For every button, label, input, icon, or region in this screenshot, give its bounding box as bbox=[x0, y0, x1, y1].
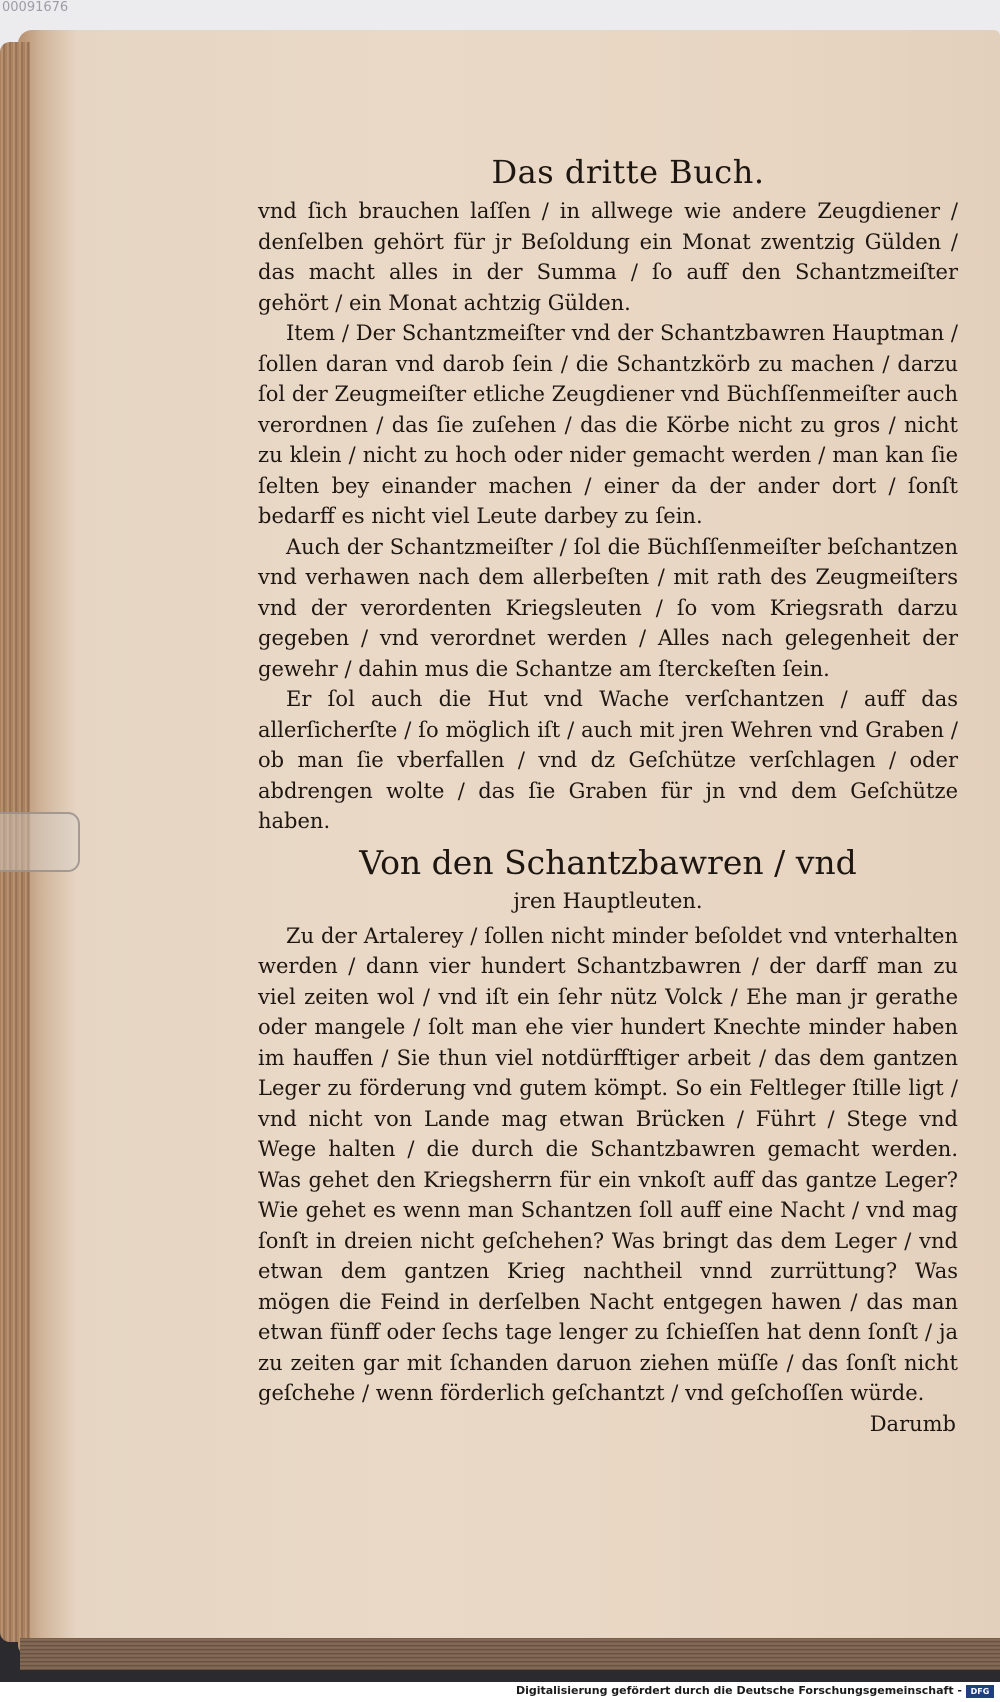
catchword: Darumb bbox=[869, 1411, 956, 1436]
page-clip bbox=[0, 812, 80, 872]
section-heading: Von den Schantzbawren / vnd bbox=[359, 842, 857, 882]
paragraph-1: vnd ſich brauchen laſſen / in allwege wie andere Zeugdiener / denſelben gehört für jr Beſoldung ein Monat zwentzig Gülden / das macht alles in der Summa / ſo auff den Schantzmeiſter gehört / ein Monat achtzig Gülden. bbox=[258, 199, 958, 315]
section-subheading: jren Hauptleuten. bbox=[513, 888, 703, 913]
dfg-logo-icon: DFG bbox=[966, 1685, 994, 1698]
paragraph-4: Er ſol auch die Hut vnd Wache verſchantzen / auff das allerſicherſte / ſo möglich iſt / auch mit jren Wehren vnd Graben / ob man ſie vberfallen / vnd dz Geſchütze verſchlagen / oder abdrengen wolte / das ſie Graben für jn vnd dem Geſchütze haben. bbox=[258, 687, 958, 833]
footer-credit: Digitalisierung gefördert durch die Deutsche Forschungsgemeinschaft - bbox=[515, 1684, 962, 1697]
page-text bbox=[258, 152, 958, 1439]
paragraph-5: Zu der Artalerey / ſollen nicht minder beſoldet vnd vnterhalten werden / dann vier hundert Schantzbawren / der darff man zu viel zeiten wol / vnd iſt ein ſehr nütz Volck / Ehe man jr gerathe oder mangele / ſolt man ehe vier hundert Knechte minder haben im hauffen / Sie thun viel notdürfftiger arbeit / das dem gantzen Leger zu förderung vnd gutem kömpt. So ein Feltleger ſtille ligt / vnd nicht von Lande mag etwan Brücken / Führt / Stege vnd Wege halten / die durch die Schantzbawren gemacht werden. Was gehet den Kriegsherrn für ein vnkoſt auff das gantze Leger? Wie gehet es wenn man Schantzen ſoll auff eine Nacht / vnd mag ſonſt in dreien nicht geſchehen? Was bringt das dem Leger / vnd etwan dem gantzen Krieg nachtheil vnnd zurrüttung? Was mögen die Feind in derſelben Nacht entgegen hawen / das man etwan fünff oder ſechs tage lenger zu ſchieſſen hat denn ſonſt / ja zu zeiten gar mit ſchanden daruon ziehen müſſe / das ſonſt nicht geſchehe / wenn förderlich geſchantzt / vnd geſchoſſen würde. bbox=[258, 923, 958, 1405]
paragraph-3: Auch der Schantzmeiſter / ſol die Büchſſenmeiſter beſchantzen vnd verhawen nach dem allerbeſten / mit rath des Zeugmeiſters vnd der verordenten Kriegsleuten / ſo vom Kriegsrath darzu gegeben / vnd verordnet werden / Alles nach gelegenheit der gewehr / dahin mus die Schantze am ſterckeſten ſein. bbox=[258, 534, 958, 681]
shelfmark: 00091676 bbox=[2, 0, 69, 15]
running-head: Das dritte Buch. bbox=[491, 153, 765, 191]
paragraph-2: Item / Der Schantzmeiſter vnd der Schantzbawren Hauptman / ſollen daran vnd darob ſein / die Schantzkörb zu machen / darzu ſol der Zeugmeiſter etliche Zeugdiener vnd Büchſſenmeiſter auch verordnen / das ſie zuſehen / das die Körbe nicht zu gros / nicht zu klein / nicht zu hoch oder nider gemacht werden / man kan ſie ſelten bey einander machen / einer da der ander dort / ſonſt bedarff es nicht viel Leute darbey zu ſein. bbox=[258, 321, 958, 528]
page-edges-bottom bbox=[20, 1638, 1000, 1670]
